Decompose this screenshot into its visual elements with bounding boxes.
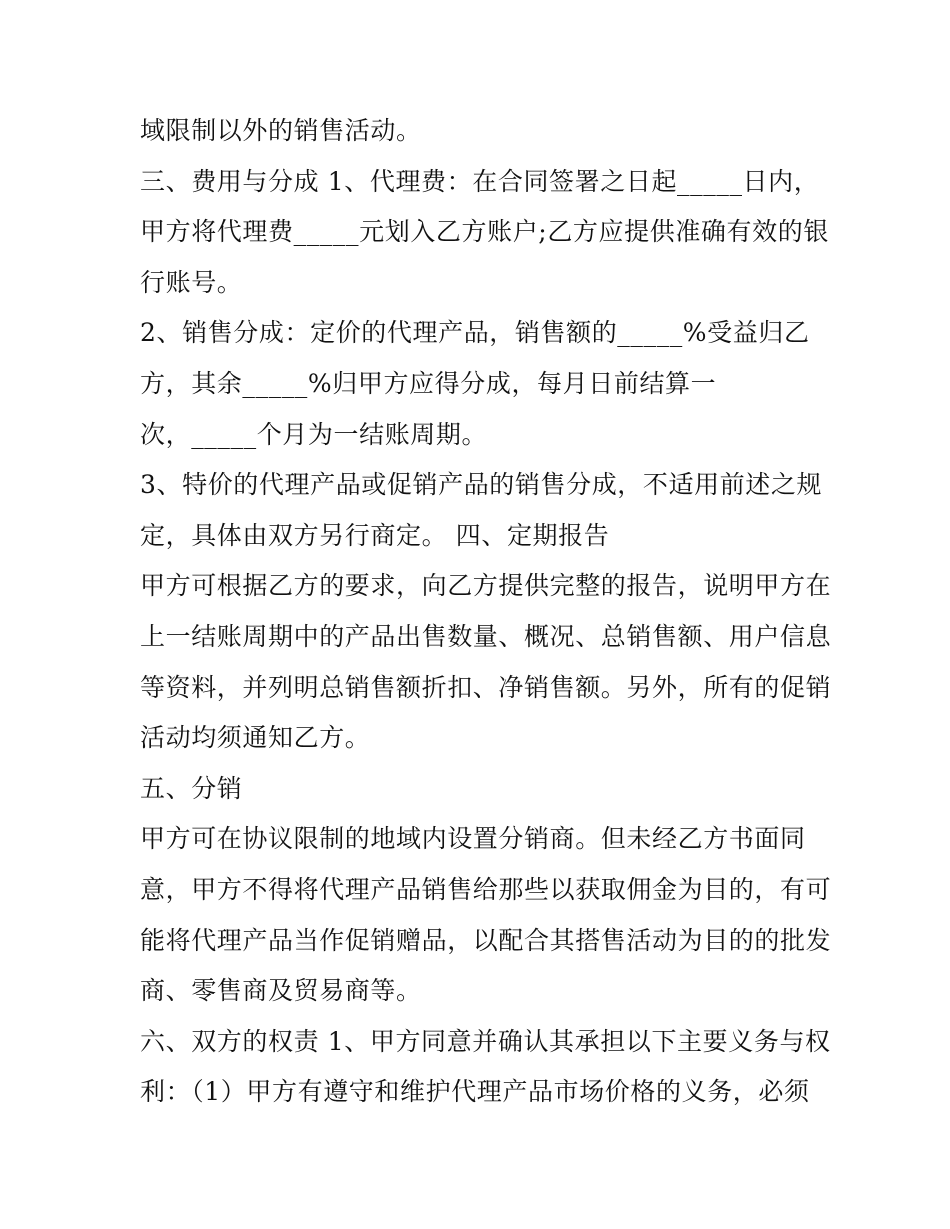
text-line: 意，甲方不得将代理产品销售给那些以获取佣金为目的，有可 <box>140 874 832 904</box>
text-line: 活动均须通知乙方。 <box>140 723 371 753</box>
text-line: 行账号。 <box>140 267 243 297</box>
section-heading: 五、分销 <box>140 773 243 803</box>
text-line: 利：（1）甲方有遵守和维护代理产品市场价格的义务，必须 <box>140 1077 810 1107</box>
text-line: 六、双方的权责 1、甲方同意并确认其承担以下主要义务与权 <box>140 1026 831 1056</box>
text-line: 甲方可根据乙方的要求，向乙方提供完整的报告，说明甲方在 <box>140 571 832 601</box>
text-line: 方，其余_____%归甲方应得分成，每月日前结算一 <box>140 368 717 398</box>
text-line: 次，_____个月为一结账周期。 <box>140 419 488 449</box>
text-line: 等资料，并列明总销售额折扣、净销售额。另外，所有的促销 <box>140 672 832 702</box>
text-line: 定，具体由双方另行商定。 四、定期报告 <box>140 520 610 550</box>
text-line: 三、费用与分成 1、代理费：在合同签署之日起_____日内， <box>140 166 820 196</box>
text-line: 上一结账周期中的产品出售数量、概况、总销售额、用户信息 <box>140 621 832 651</box>
text-line: 域限制以外的销售活动。 <box>140 116 422 145</box>
text-line: 能将代理产品当作促销赠品，以配合其搭售活动为目的的批发 <box>140 925 832 955</box>
text-line: 商、零售商及贸易商等。 <box>140 976 422 1006</box>
text-line: 2、销售分成：定价的代理产品，销售额的_____%受益归乙 <box>140 318 810 348</box>
text-line: 甲方将代理费_____元划入乙方账户;乙方应提供准确有效的银 <box>140 217 829 247</box>
text-line: 3、特价的代理产品或促销产品的销售分成，不适用前述之规 <box>140 470 823 500</box>
text-line: 甲方可在协议限制的地域内设置分销商。但未经乙方书面同 <box>140 824 806 854</box>
document-body <box>140 106 832 1118</box>
